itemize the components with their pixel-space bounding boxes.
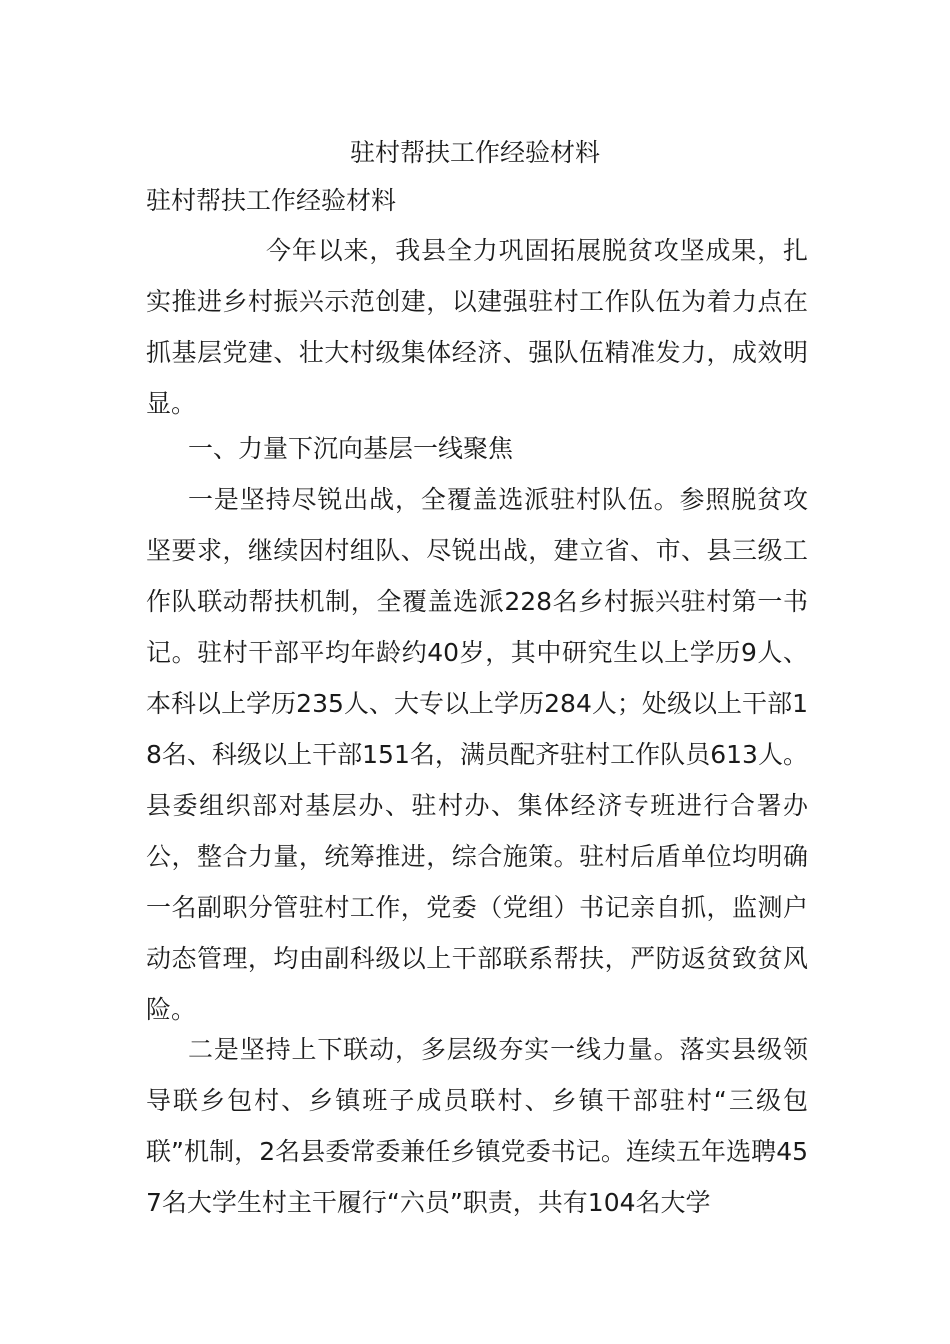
intro-paragraph: 今年以来，我县全力巩固拓展脱贫攻坚成果，扎实推进乡村振兴示范创建，以建强驻村工作队伍为着力点在抓基层党建、壮大村级集体经济、强队伍精准发力，成效明显。 bbox=[146, 236, 808, 418]
document-title: 驻村帮扶工作经验材料 bbox=[349, 138, 600, 167]
body-paragraph-1: 一是坚持尽锐出战，全覆盖选派驻村队伍。参照脱贫攻坚要求，继续因村组队、尽锐出战，建立省、市、县三级工作队联动帮扶机制，全覆盖选派228名乡村振兴驻村第一书记。驻村干部平均年龄约40岁，其中研究生以上学历9人、本科以上学历235人、大专以上学历284人；处级以上干部18名、科级以上干部151名，满员配齐驻村工作队员613人。县委组织部对基层办、驻村办、集体经济专班进行合署办公，整合力量，统筹推进，综合施策。驻村后盾单位均明确一名副职分管驻村工作，党委（党组）书记亲自抓，监测户动态管理，均由副科级以上干部联系帮扶，严防返贫致贫风险。 bbox=[146, 485, 808, 1024]
body-paragraph-2: 二是坚持上下联动，多层级夯实一线力量。落实县级领导联乡包村、乡镇班子成员联村、乡镇干部驻村“三级包联”机制，2名县委常委兼任乡镇党委书记。连续五年选聘457名大学生村主干履行“六员”职责，共有104名大学 bbox=[146, 1035, 808, 1217]
document-subtitle: 驻村帮扶工作经验材料 bbox=[146, 186, 397, 215]
section-heading: 一、力量下沉向基层一线聚焦 bbox=[188, 434, 514, 463]
